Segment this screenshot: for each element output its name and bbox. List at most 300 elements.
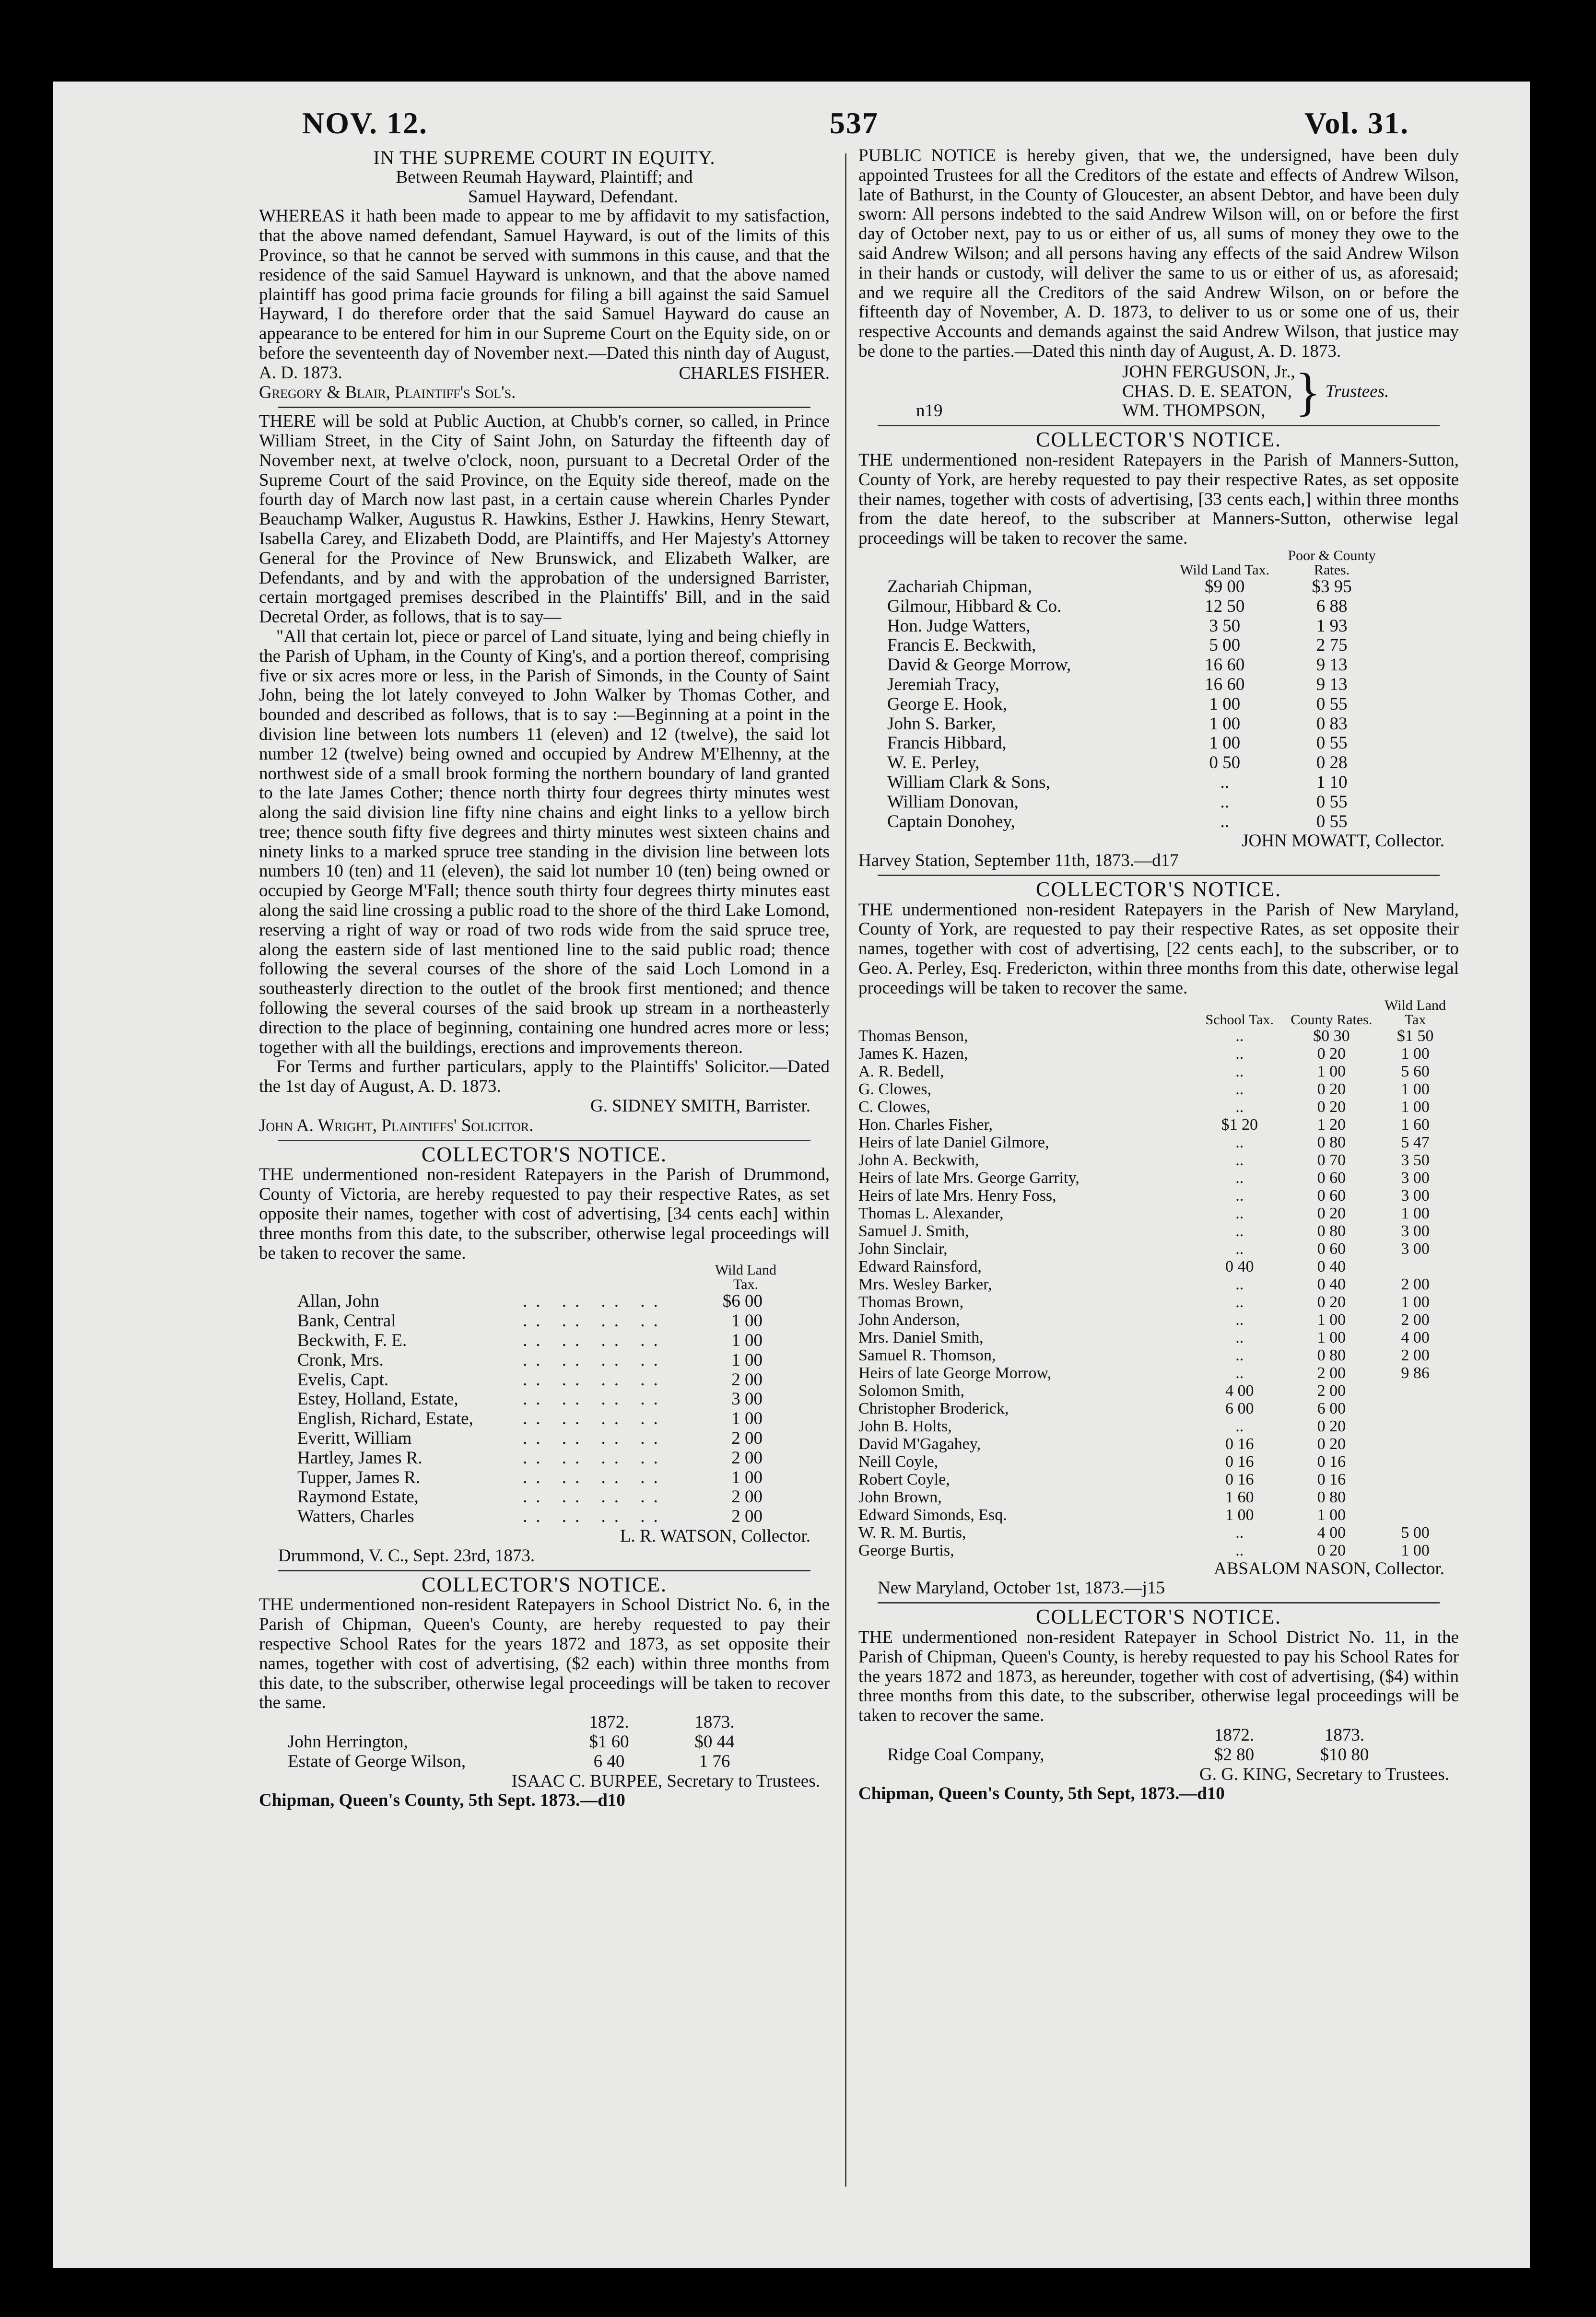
manners-col1: Wild Land Tax. bbox=[1180, 562, 1270, 578]
leader-dots: .. .. .. .. bbox=[523, 1428, 667, 1448]
table-row bbox=[858, 1364, 1453, 1382]
ratepayer-name: Estate of George Wilson, bbox=[288, 1751, 466, 1771]
school-tax: .. bbox=[1235, 1204, 1244, 1222]
manners-col2: Poor & County Rates. bbox=[1288, 547, 1376, 578]
table-row bbox=[887, 655, 1391, 675]
county-rates: 0 16 bbox=[1317, 1470, 1346, 1488]
ratepayer-name: John B. Holts, bbox=[858, 1417, 952, 1435]
equity-parties-1: Between Reumah Hayward, Plaintiff; and bbox=[396, 167, 693, 187]
ratepayer-name: Evelis, Capt. bbox=[297, 1369, 389, 1390]
school-tax: 4 00 bbox=[1225, 1381, 1254, 1400]
ratepayer-name: James K. Hazen, bbox=[858, 1044, 968, 1063]
school-tax: 0 16 bbox=[1225, 1452, 1254, 1471]
newmaryland-heading: COLLECTOR'S NOTICE. bbox=[1035, 877, 1281, 901]
brace-symbol: } bbox=[1295, 362, 1321, 421]
poor-county-rates: 9 13 bbox=[1316, 674, 1348, 694]
ratepayer-name: Tupper, James R. bbox=[297, 1467, 421, 1487]
wild-land-tax: 2 00 bbox=[731, 1428, 763, 1448]
county-rates: 0 70 bbox=[1317, 1151, 1346, 1169]
divider bbox=[878, 1602, 1440, 1603]
county-rates: 0 20 bbox=[1317, 1044, 1346, 1063]
table-row bbox=[887, 695, 1391, 714]
wild-land-tax: 2 00 bbox=[1401, 1275, 1430, 1293]
ratepayer-name: George Burtis, bbox=[858, 1541, 954, 1559]
table-row bbox=[297, 1390, 777, 1409]
auction-body-1: THERE will be sold at Public Auction, at Chubb's corner, so called, in Prince William Street, in the City of Saint John, on Saturday the fifteenth day of November next, at twelve o'clock, noon, pursuant to a Decretal Order of the Supreme Court of the said Province, on the Equity side thereof, made on the fourth day of March now last past, in a certain cause wherein Charles Pynder Beauchamp Walker, Augustus R. Hawkins, Esther J. Hawkins, Henry Stewart, Isabella Carey, and Elizabeth Dodd, are Plaintiffs, and Her Majesty's Attorney General for the Province of New Brunswick, and Elizabeth Walker, are Defendants, and by and with the approbation of the undersigned Barrister, certain mortgaged premises described in the Plaintiffs' Bill, and in the said Decretal Order, as follows, that is to say— bbox=[259, 411, 830, 627]
table-row bbox=[297, 1311, 777, 1331]
county-rates: 0 20 bbox=[1317, 1080, 1346, 1098]
newmaryland-col1: School Tax. bbox=[1205, 1011, 1274, 1028]
table-row bbox=[858, 1329, 1453, 1346]
ratepayer-name: Heirs of late Mrs. George Garrity, bbox=[858, 1169, 1080, 1187]
table-row bbox=[297, 1507, 777, 1527]
page-number: 537 bbox=[830, 106, 879, 140]
ratepayer-name: Hon. Judge Watters, bbox=[887, 616, 1031, 636]
school-tax: .. bbox=[1235, 1240, 1244, 1258]
manners-body: THE undermentioned non-resident Ratepayers in the Parish of Manners-Sutton, County of York, are hereby requested to pay their respective Rates, as set opposite their names, together with costs of advertising, [33 cents each,] within three months from the date hereof, to the subscriber at Manners-Sutton, otherwise legal proceedings will be taken to recover the same. bbox=[858, 450, 1459, 549]
county-rates: 0 80 bbox=[1317, 1346, 1346, 1364]
county-rates: 0 60 bbox=[1317, 1240, 1346, 1258]
manners-heading: COLLECTOR'S NOTICE. bbox=[1035, 428, 1281, 452]
wild-land-tax: .. bbox=[1220, 811, 1229, 831]
chipman6-year2: 1873. bbox=[694, 1712, 735, 1732]
wild-land-tax: .. bbox=[1220, 772, 1229, 792]
ratepayer-name: John A. Beckwith, bbox=[858, 1151, 979, 1169]
chipman6-table bbox=[288, 1713, 767, 1771]
school-tax: 0 16 bbox=[1225, 1470, 1254, 1488]
school-tax: .. bbox=[1235, 1222, 1244, 1240]
school-tax: .. bbox=[1235, 1151, 1244, 1169]
leader-dots: .. .. .. .. bbox=[523, 1331, 667, 1351]
school-tax: .. bbox=[1235, 1027, 1244, 1045]
drummond-body: THE undermentioned non-resident Ratepayers in the Parish of Drummond, County of Victoria, are hereby requested to pay their respective Rates, as set opposite their names, together with cost of advertising, [34 cents each] within three months from this date, to the subscriber, otherwise legal proceedings will be taken to recover the same. bbox=[259, 1165, 830, 1263]
equity-notice bbox=[259, 148, 830, 403]
school-tax: .. bbox=[1235, 1062, 1244, 1080]
county-rates: $0 30 bbox=[1313, 1027, 1350, 1045]
table-row bbox=[858, 1382, 1453, 1400]
wild-land-tax: 16 60 bbox=[1205, 674, 1245, 694]
wild-land-tax: 5 60 bbox=[1401, 1062, 1430, 1080]
ratepayer-name: Heirs of late Mrs. Henry Foss, bbox=[858, 1186, 1056, 1205]
divider bbox=[278, 1570, 810, 1571]
wild-land-tax: 2 00 bbox=[1401, 1346, 1430, 1364]
table-row bbox=[297, 1409, 777, 1429]
wild-land-tax: 1 00 bbox=[731, 1467, 763, 1487]
chipman6-year1: 1872. bbox=[589, 1712, 629, 1732]
county-rates: 1 00 bbox=[1317, 1328, 1346, 1346]
table-row bbox=[858, 1169, 1453, 1187]
table-row bbox=[858, 1187, 1453, 1205]
wild-land-tax: 2 00 bbox=[731, 1448, 763, 1468]
wild-land-tax: 1 00 bbox=[1401, 1080, 1430, 1098]
school-tax: .. bbox=[1235, 1417, 1244, 1435]
wild-land-tax: 3 50 bbox=[1209, 616, 1241, 636]
chipman6-notice bbox=[259, 1572, 830, 1811]
trustees-block bbox=[858, 363, 1459, 421]
left-column bbox=[259, 146, 830, 1811]
wild-land-tax: 3 00 bbox=[1401, 1169, 1430, 1187]
leader-dots: .. .. .. .. bbox=[523, 1369, 667, 1390]
leader-dots: .. .. .. .. bbox=[523, 1467, 667, 1487]
ratepayer-name: Hartley, James R. bbox=[297, 1448, 422, 1468]
ratepayer-name: Zachariah Chipman, bbox=[887, 576, 1033, 597]
manners-table bbox=[887, 549, 1391, 831]
ratepayer-name: W. R. M. Burtis, bbox=[858, 1523, 966, 1542]
wild-land-tax: 3 00 bbox=[1401, 1186, 1430, 1205]
column-divider bbox=[845, 153, 846, 2187]
ratepayer-name: Hon. Charles Fisher, bbox=[858, 1115, 993, 1134]
wild-land-tax: 5 47 bbox=[1401, 1133, 1430, 1151]
trustee-name: CHAS. D. E. SEATON, bbox=[1122, 381, 1292, 401]
table-row bbox=[858, 1027, 1453, 1045]
county-rates: 0 20 bbox=[1317, 1541, 1346, 1559]
manners-notice bbox=[858, 430, 1459, 871]
table-row bbox=[887, 714, 1391, 734]
wild-land-tax bbox=[1377, 1435, 1453, 1453]
table-row bbox=[858, 1222, 1453, 1240]
ratepayer-name: Beckwith, F. E. bbox=[297, 1331, 407, 1351]
ratepayer-name: Estey, Holland, Estate, bbox=[297, 1389, 458, 1409]
ratepayer-name: Francis Hibbard, bbox=[887, 733, 1007, 753]
poor-county-rates: 6 88 bbox=[1316, 596, 1348, 616]
ratepayer-name: Cronk, Mrs. bbox=[297, 1350, 384, 1370]
school-tax: 0 16 bbox=[1225, 1435, 1254, 1453]
drummond-heading: COLLECTOR'S NOTICE. bbox=[421, 1142, 667, 1166]
table-row bbox=[288, 1752, 767, 1772]
poor-county-rates: $3 95 bbox=[1312, 576, 1352, 597]
ratepayer-name: Heirs of late George Morrow, bbox=[858, 1364, 1052, 1382]
public-notice bbox=[858, 146, 1459, 421]
table-row bbox=[858, 1134, 1453, 1151]
table-row bbox=[858, 1542, 1453, 1559]
poor-county-rates: 0 55 bbox=[1316, 694, 1348, 714]
school-tax: .. bbox=[1235, 1133, 1244, 1151]
ratepayer-name: Neill Coyle, bbox=[858, 1452, 939, 1471]
newmaryland-body: THE undermentioned non-resident Ratepayers in the Parish of New Maryland, County of York, are requested to pay their respective Rates, as set opposite their names, together with cost of advertising, [22 cents each], to the subscriber, or to Geo. A. Perley, Esq. Fredericton, within three months from this date, otherwise legal proceedings will be taken to recover the same. bbox=[858, 900, 1459, 998]
ratepayer-name: C. Clowes, bbox=[858, 1098, 931, 1116]
county-rates: 0 80 bbox=[1317, 1488, 1346, 1506]
county-rates: 1 20 bbox=[1317, 1115, 1346, 1134]
ratepayer-name: Mrs. Daniel Smith, bbox=[858, 1328, 984, 1346]
table-row bbox=[858, 1205, 1453, 1222]
wild-land-tax: 1 60 bbox=[1401, 1115, 1430, 1134]
table-row bbox=[858, 1293, 1453, 1311]
ratepayer-name: David M'Gagahey, bbox=[858, 1435, 981, 1453]
wild-land-tax bbox=[1377, 1400, 1453, 1417]
wild-land-tax: 12 50 bbox=[1205, 596, 1245, 616]
wild-land-tax: $1 50 bbox=[1396, 1027, 1434, 1045]
school-tax: .. bbox=[1235, 1523, 1244, 1542]
divider bbox=[878, 875, 1440, 876]
rate-1872: 6 40 bbox=[593, 1751, 625, 1771]
table-row bbox=[858, 1346, 1453, 1364]
wild-land-tax bbox=[1377, 1488, 1453, 1506]
wild-land-tax: 16 60 bbox=[1205, 655, 1245, 675]
ratepayer-name: A. R. Bedell, bbox=[858, 1062, 944, 1080]
ratepayer-name: W. E. Perley, bbox=[887, 753, 980, 773]
manners-dateline: Harvey Station, September 11th, 1873.—d17 bbox=[858, 851, 1179, 871]
poor-county-rates: 1 10 bbox=[1316, 772, 1348, 792]
table-row bbox=[297, 1449, 777, 1468]
wild-land-tax: 1 00 bbox=[1209, 733, 1241, 753]
wild-land-tax bbox=[1377, 1417, 1453, 1435]
drummond-dateline: Drummond, V. C., Sept. 23rd, 1873. bbox=[278, 1545, 535, 1566]
table-row bbox=[858, 1240, 1453, 1258]
ratepayer-name: Bank, Central bbox=[297, 1311, 396, 1331]
ratepayer-name: Edward Rainsford, bbox=[858, 1257, 982, 1276]
ratepayer-name: John Brown, bbox=[858, 1488, 942, 1506]
county-rates: 1 00 bbox=[1317, 1506, 1346, 1524]
county-rates: 0 20 bbox=[1317, 1204, 1346, 1222]
public-notice-body: PUBLIC NOTICE is hereby given, that we, the undersigned, have been duly appointed Trustees for all the Creditors of the estate and effects of Andrew Wilson, late of Bathurst, in the County of Gloucester, an absent Debtor, and have been duly sworn: All persons indebted to the said Andrew Wilson will, on or before the first day of October next, pay to us or either of us, all sums of money they owe to the said Andrew Wilson; and all persons having any effects of the said Andrew Wilson in their hands or custody, will deliver the same to us or either of us, as aforesaid; and we require all the Creditors of the said Andrew Wilson, on or before the fifteenth day of November, A. D. 1873, to deliver to us or some one of us, their respective Accounts and demands against the said Andrew Wilson, that justice may be done to the parties.—Dated this ninth day of August, A. D. 1873. bbox=[858, 146, 1459, 361]
wild-land-tax bbox=[1377, 1471, 1453, 1488]
chipman6-signer: ISAAC C. BURPEE, Secretary to Trustees. bbox=[511, 1771, 820, 1791]
rate-1873: $10 80 bbox=[1320, 1744, 1369, 1765]
wild-land-tax: 2 00 bbox=[731, 1507, 763, 1527]
ratepayer-name: Allan, John bbox=[297, 1291, 379, 1311]
table-row bbox=[887, 753, 1391, 773]
wild-land-tax bbox=[1377, 1453, 1453, 1471]
leader-dots: .. .. .. .. bbox=[523, 1350, 667, 1370]
wild-land-tax: 4 00 bbox=[1401, 1328, 1430, 1346]
table-row bbox=[858, 1488, 1453, 1506]
table-row bbox=[297, 1292, 777, 1311]
leader-dots: .. .. .. .. bbox=[523, 1409, 667, 1429]
table-row bbox=[297, 1468, 777, 1488]
public-notice-code: n19 bbox=[916, 401, 943, 421]
ratepayer-name: Edward Simonds, Esq. bbox=[858, 1506, 1007, 1524]
rate-1873: $0 44 bbox=[694, 1732, 735, 1752]
county-rates: 1 00 bbox=[1317, 1062, 1346, 1080]
wild-land-tax: 1 00 bbox=[731, 1331, 763, 1351]
header-date: NOV. 12. bbox=[302, 106, 428, 140]
auction-body-3: For Terms and further particulars, apply to the Plaintiffs' Solicitor.—Dated the 1st day of August, A. D. 1873. bbox=[259, 1057, 830, 1097]
table-row bbox=[887, 636, 1391, 655]
table-row bbox=[887, 577, 1391, 597]
chipman6-heading: COLLECTOR'S NOTICE. bbox=[421, 1572, 667, 1596]
school-tax: .. bbox=[1235, 1293, 1244, 1311]
table-row bbox=[887, 734, 1391, 753]
ratepayer-name: William Clark & Sons, bbox=[887, 772, 1050, 792]
ratepayer-name: Solomon Smith, bbox=[858, 1381, 965, 1400]
manners-signer: JOHN MOWATT, Collector. bbox=[1242, 831, 1444, 851]
school-tax: .. bbox=[1235, 1169, 1244, 1187]
chipman11-notice bbox=[858, 1607, 1459, 1804]
chipman11-body: THE undermentioned non-resident Ratepayer in School District No. 11, in the Parish of Chipman, Queen's County, is hereby requested to pay his School Rates for the years 1872 and 1873, as hereunder, together with cost of advertising, ($4) within three months from this date, to the subscriber, otherwise legal proceedings will be taken to recover the same. bbox=[858, 1627, 1459, 1726]
auction-signer: G. SIDNEY SMITH, Barrister. bbox=[590, 1096, 810, 1116]
wild-land-tax: 1 00 bbox=[1401, 1541, 1430, 1559]
newmaryland-table bbox=[858, 998, 1453, 1559]
table-row bbox=[858, 1080, 1453, 1098]
table-row bbox=[887, 773, 1391, 793]
table-row bbox=[858, 1311, 1453, 1329]
poor-county-rates: 1 93 bbox=[1316, 616, 1348, 636]
leader-dots: .. .. .. .. bbox=[523, 1291, 667, 1311]
wild-land-tax: 2 00 bbox=[1401, 1311, 1430, 1329]
table-row bbox=[858, 1453, 1453, 1471]
chipman6-dateline: Chipman, Queen's County, 5th Sept. 1873.—d10 bbox=[259, 1790, 625, 1811]
equity-solicitors: Gregory & Blair, Plaintiff's Sol's. bbox=[259, 383, 516, 403]
table-row bbox=[858, 1098, 1453, 1116]
ratepayer-name: Samuel J. Smith, bbox=[858, 1222, 969, 1240]
wild-land-tax: 2 00 bbox=[731, 1487, 763, 1507]
ratepayer-name: Captain Donohey, bbox=[887, 811, 1015, 831]
county-rates: 0 20 bbox=[1317, 1435, 1346, 1453]
table-row bbox=[858, 1471, 1453, 1488]
table-row bbox=[858, 1400, 1453, 1417]
newmaryland-signer: ABSALOM NASON, Collector. bbox=[1213, 1558, 1444, 1579]
table-row bbox=[858, 1506, 1453, 1524]
school-tax: 1 60 bbox=[1225, 1488, 1254, 1506]
wild-land-tax: 1 00 bbox=[731, 1409, 763, 1429]
newmaryland-dateline: New Maryland, October 1st, 1873.—j15 bbox=[878, 1578, 1165, 1598]
rate-1872: $2 80 bbox=[1214, 1744, 1255, 1765]
school-tax: .. bbox=[1235, 1541, 1244, 1559]
ratepayer-name: Francis E. Beckwith, bbox=[887, 635, 1036, 655]
auction-solicitor: John A. Wright, Plaintiffs' Solicitor. bbox=[259, 1115, 534, 1135]
header-volume: Vol. 31. bbox=[1304, 106, 1409, 140]
county-rates: 0 40 bbox=[1317, 1257, 1346, 1276]
ratepayer-name: Ridge Coal Company, bbox=[887, 1744, 1044, 1765]
table-row bbox=[297, 1351, 777, 1370]
county-rates: 0 80 bbox=[1317, 1133, 1346, 1151]
wild-land-tax: 0 50 bbox=[1209, 753, 1241, 773]
county-rates: 6 00 bbox=[1317, 1399, 1346, 1417]
school-tax: .. bbox=[1235, 1098, 1244, 1116]
wild-land-tax: 1 00 bbox=[731, 1311, 763, 1331]
school-tax: .. bbox=[1235, 1186, 1244, 1205]
ratepayer-name: Thomas Brown, bbox=[858, 1293, 964, 1311]
poor-county-rates: 0 55 bbox=[1316, 792, 1348, 812]
table-row bbox=[858, 1151, 1453, 1169]
wild-land-tax: 3 00 bbox=[731, 1389, 763, 1409]
newmaryland-col2: County Rates. bbox=[1291, 1011, 1373, 1028]
county-rates: 2 00 bbox=[1317, 1381, 1346, 1400]
school-tax: .. bbox=[1235, 1080, 1244, 1098]
ratepayer-name: Thomas Benson, bbox=[858, 1027, 968, 1045]
auction-notice bbox=[259, 412, 830, 1135]
table-row bbox=[297, 1487, 777, 1507]
poor-county-rates: 0 55 bbox=[1316, 811, 1348, 831]
ratepayer-name: English, Richard, Estate, bbox=[297, 1409, 473, 1429]
school-tax: 6 00 bbox=[1225, 1399, 1254, 1417]
table-row bbox=[858, 1524, 1453, 1542]
wild-land-tax bbox=[1377, 1258, 1453, 1276]
table-row bbox=[887, 793, 1391, 812]
table-row bbox=[858, 1116, 1453, 1134]
equity-signer: CHARLES FISHER. bbox=[679, 363, 830, 383]
wild-land-tax: 3 50 bbox=[1401, 1151, 1430, 1169]
ratepayer-name: Jeremiah Tracy, bbox=[887, 674, 999, 694]
trustee-name: WM. THOMPSON, bbox=[1122, 401, 1266, 421]
school-tax: .. bbox=[1235, 1364, 1244, 1382]
wild-land-tax: 1 00 bbox=[1401, 1098, 1430, 1116]
drummond-signer: L. R. WATSON, Collector. bbox=[620, 1526, 810, 1546]
chipman11-table bbox=[887, 1726, 1405, 1765]
ratepayer-name: Mrs. Wesley Barker, bbox=[858, 1275, 992, 1293]
ratepayer-name: Everitt, William bbox=[297, 1428, 412, 1448]
ratepayer-name: William Donovan, bbox=[887, 792, 1019, 812]
trustees-label: Trustees. bbox=[1325, 381, 1389, 401]
chipman11-signer: G. G. KING, Secretary to Trustees. bbox=[1199, 1764, 1449, 1784]
ratepayer-name: G. Clowes, bbox=[858, 1080, 932, 1098]
newmaryland-notice bbox=[858, 877, 1459, 1598]
poor-county-rates: 2 75 bbox=[1316, 635, 1348, 655]
newmaryland-col3: Wild Land Tax bbox=[1385, 997, 1446, 1028]
chipman11-dateline: Chipman, Queen's County, 5th Sept, 1873.—d10 bbox=[858, 1784, 1225, 1804]
wild-land-tax: 2 00 bbox=[731, 1369, 763, 1390]
school-tax: 0 40 bbox=[1225, 1257, 1254, 1276]
poor-county-rates: 9 13 bbox=[1316, 655, 1348, 675]
chipman11-year2: 1873. bbox=[1324, 1725, 1365, 1745]
ratepayer-name: Robert Coyle, bbox=[858, 1470, 950, 1488]
chipman11-heading: COLLECTOR'S NOTICE. bbox=[1035, 1605, 1281, 1629]
school-tax: .. bbox=[1235, 1311, 1244, 1329]
ratepayer-name: George E. Hook, bbox=[887, 694, 1008, 714]
county-rates: 0 20 bbox=[1317, 1293, 1346, 1311]
table-row bbox=[858, 1258, 1453, 1276]
county-rates: 4 00 bbox=[1317, 1523, 1346, 1542]
wild-land-tax: .. bbox=[1220, 792, 1229, 812]
table-row bbox=[858, 1276, 1453, 1293]
table-row bbox=[297, 1331, 777, 1351]
county-rates: 0 60 bbox=[1317, 1169, 1346, 1187]
table-row bbox=[858, 1063, 1453, 1080]
school-tax: .. bbox=[1235, 1044, 1244, 1063]
auction-body-2: "All that certain lot, piece or parcel of Land situate, lying and being chiefly in the Parish of Upham, in the County of King's, and a portion thereof, comprising five or six acres more or less, in the Parish of Simonds, in the County of Saint John, being the lot lately conveyed to John Walker by Thomas Cother, and bounded and described as follows, that is to say :—Beginning at a point in the division line between lots numbers 11 (eleven) and 12 (twelve), the said lot number 12 (twelve) being owned and occupied by Andrew M'Elhenny, at the northwest side of a small brook forming the northern boundary of land granted to the late James Cother; thence north thirty four degrees thirty minutes west along the said division line fifty nine chains and eight links to a yellow birch tree; thence south fifty five degrees and thirty minutes west sixteen chains and ninety links to a marked spruce tree standing in the division line between lots numbers 10 (ten) and 11 (eleven), the said lot number 10 (ten) being owned or occupied by George M'Fall; thence south thirty four degrees thirty minutes east along the said line crossing a public road to the shore of the third Lake Lomond, reserving a right of way or road of two rods wide from the said spruce tree, along the eastern side of last mentioned line to the said public road; thence following the several courses of the shore of the said Loch Lomond in a southeasterly direction to the outlet of the brook first mentioned; and thence following the several courses of the said brook up stream in a northeasterly direction to the place of beginning, containing one hundred acres more or less; together with all the buildings, erections and improvements thereon. bbox=[259, 626, 830, 1057]
ratepayer-name: Watters, Charles bbox=[297, 1507, 414, 1527]
ratepayer-name: David & George Morrow, bbox=[887, 655, 1071, 675]
ratepayer-name: John Sinclair, bbox=[858, 1240, 948, 1258]
county-rates: 0 20 bbox=[1317, 1098, 1346, 1116]
school-tax: .. bbox=[1235, 1328, 1244, 1346]
school-tax: 1 00 bbox=[1225, 1506, 1254, 1524]
right-column bbox=[858, 146, 1459, 1804]
divider bbox=[278, 1140, 810, 1141]
wild-land-tax: $6 00 bbox=[722, 1291, 763, 1311]
table-row bbox=[887, 1745, 1405, 1765]
wild-land-tax: 1 00 bbox=[731, 1350, 763, 1370]
table-row bbox=[887, 617, 1391, 636]
ratepayer-name: Heirs of late Daniel Gilmore, bbox=[858, 1133, 1049, 1151]
school-tax: $1 20 bbox=[1221, 1115, 1258, 1134]
drummond-col-header: Wild Land Tax. bbox=[715, 1262, 776, 1293]
county-rates: 0 20 bbox=[1317, 1417, 1346, 1435]
ratepayer-name: John Herrington, bbox=[288, 1732, 408, 1752]
equity-body: WHEREAS it hath been made to appear to me by affidavit to my satisfaction, that the above named defendant, Samuel Hayward, is out of the limits of this Province, so that he cannot be served with summons in this cause, and that the residence of the said Samuel Hayward is unknown, and that the above named plaintiff has good prima facie grounds for filing a bill against the said Samuel Hayward, I do therefore order that the said Samuel Hayward do cause an appearance to be entered for him in our Supreme Court on the Equity side, on or before the seventeenth day of November next.—Dated this ninth day of August, A. D. 1873. bbox=[259, 206, 830, 383]
poor-county-rates: 0 83 bbox=[1316, 714, 1348, 734]
wild-land-tax: 3 00 bbox=[1401, 1222, 1430, 1240]
county-rates: 1 00 bbox=[1317, 1311, 1346, 1329]
chipman11-year1: 1872. bbox=[1214, 1725, 1255, 1745]
ratepayer-name: John S. Barker, bbox=[887, 714, 996, 734]
leader-dots: .. .. .. .. bbox=[523, 1448, 667, 1468]
poor-county-rates: 0 28 bbox=[1316, 753, 1348, 773]
wild-land-tax: 1 00 bbox=[1401, 1044, 1430, 1063]
ratepayer-name: Christopher Broderick, bbox=[858, 1399, 1009, 1417]
table-row bbox=[858, 1045, 1453, 1063]
wild-land-tax: 3 00 bbox=[1401, 1240, 1430, 1258]
wild-land-tax: 1 00 bbox=[1401, 1204, 1430, 1222]
county-rates: 0 80 bbox=[1317, 1222, 1346, 1240]
county-rates: 2 00 bbox=[1317, 1364, 1346, 1382]
wild-land-tax: 5 00 bbox=[1401, 1523, 1430, 1542]
ratepayer-name: Samuel R. Thomson, bbox=[858, 1346, 996, 1364]
school-tax: .. bbox=[1235, 1346, 1244, 1364]
ratepayer-name: Raymond Estate, bbox=[297, 1487, 419, 1507]
wild-land-tax: 1 00 bbox=[1209, 714, 1241, 734]
table-row bbox=[297, 1370, 777, 1390]
